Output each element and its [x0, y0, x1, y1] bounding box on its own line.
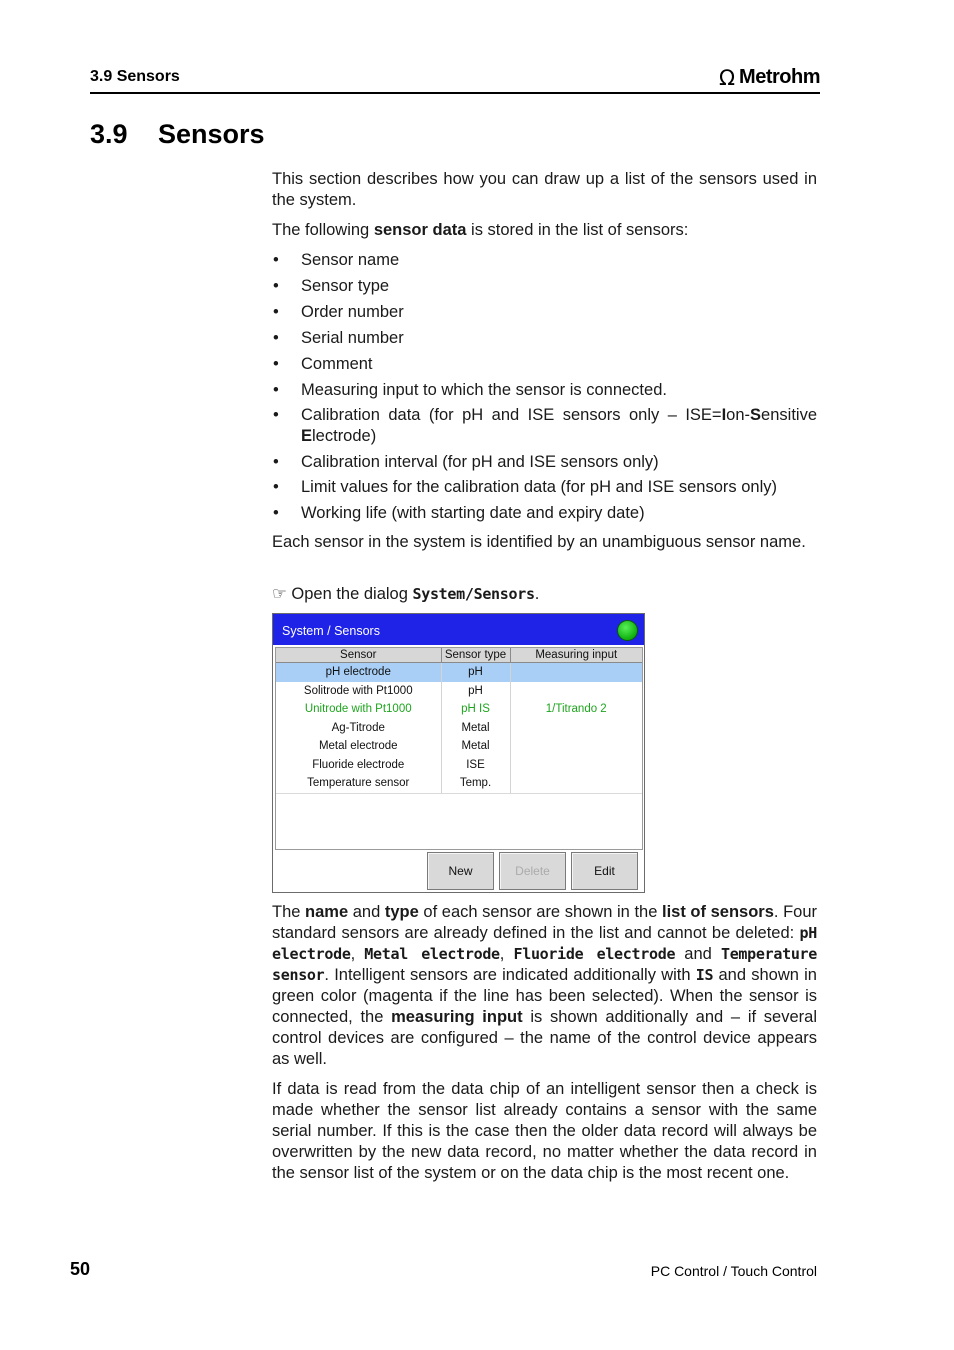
- sensor-name: Metal electrode: [364, 945, 500, 963]
- delete-button[interactable]: Delete: [499, 852, 566, 890]
- status-led-icon: [617, 620, 638, 641]
- list-item: • Measuring input to which the sensor is connected.: [272, 380, 817, 401]
- emphasis: E: [301, 427, 313, 445]
- emphasis: name: [305, 903, 349, 921]
- table-header-row: [276, 648, 642, 663]
- text: lectrode): [312, 427, 377, 445]
- cell-sensor: Metal electrode: [276, 737, 441, 756]
- cell-type: pH IS: [441, 700, 510, 719]
- list-item: • Limit values for the calibration data (for pH and ISE sensors only): [272, 477, 817, 498]
- list-item: • Sensor type: [272, 276, 817, 297]
- emphasis: S: [750, 406, 762, 424]
- text: The: [272, 903, 306, 921]
- sensor-name: pH electrode: [272, 924, 817, 963]
- text: Open the dialog: [291, 585, 413, 603]
- text: .: [534, 585, 540, 603]
- sensors-dialog: [272, 613, 645, 893]
- emphasis: list of sensors: [661, 903, 774, 921]
- list-item: • Calibration interval (for pH and ISE sensors only): [272, 452, 817, 473]
- cell-input: [510, 756, 642, 775]
- cell-type: Metal: [441, 719, 510, 738]
- cell-sensor: Unitrode with Pt1000: [276, 700, 441, 719]
- sensor-name: Fluoride electrode: [513, 945, 676, 963]
- sensor-table-frame: [275, 647, 643, 850]
- table-row[interactable]: [276, 756, 642, 775]
- sensor-data-line: [272, 220, 817, 241]
- text: The following: [272, 221, 374, 239]
- table-row[interactable]: [276, 737, 642, 756]
- sensor-data-list: [272, 250, 817, 524]
- pointing-hand-icon: ☞: [272, 585, 287, 603]
- data-chip-paragraph: If data is read from the data chip of an intelligent sensor then a check is made whether the sensor list already contains a sensor with the same serial number. If this is the case then the older data record will always be overwritten by the new data record, no matter whether the data record in the sensor list of the system or on the data chip is the most recent one.: [272, 1080, 817, 1182]
- footer-product: PC Control / Touch Control: [650, 1263, 817, 1279]
- cell-type: pH: [441, 682, 510, 701]
- table-row[interactable]: [276, 682, 642, 701]
- table-row[interactable]: [276, 774, 642, 793]
- column-header-sensor-type[interactable]: Sensor type: [441, 648, 510, 663]
- text: ensitive: [761, 406, 817, 424]
- brand-name: Metrohm: [739, 66, 820, 88]
- text: ,: [499, 945, 514, 963]
- list-item: [272, 405, 817, 447]
- intro-paragraph: This section describes how you can draw up a list of the sensors used in the system.: [272, 170, 817, 209]
- table-row[interactable]: [276, 663, 642, 682]
- cell-sensor: pH electrode: [276, 663, 441, 682]
- text: on-: [726, 406, 751, 424]
- table-row[interactable]: [276, 700, 642, 719]
- column-header-measuring-input[interactable]: Measuring input: [510, 648, 642, 663]
- list-item: • Comment: [272, 354, 817, 375]
- column-header-sensor[interactable]: Sensor: [276, 648, 441, 663]
- dialog-titlebar: [273, 614, 644, 645]
- text: is shown additionally and – if several control devices are configured – the name of the control device appears as well.: [272, 1008, 817, 1068]
- text: of each sensor are shown in the: [418, 903, 662, 921]
- sensor-name: Temperature sensor: [272, 945, 818, 984]
- edit-button[interactable]: Edit: [571, 852, 638, 890]
- table-row[interactable]: [276, 719, 642, 738]
- cell-sensor: Fluoride electrode: [276, 756, 441, 775]
- dialog-title: System / Sensors: [282, 624, 380, 638]
- text: ,: [350, 945, 365, 963]
- list-item: • Sensor name: [272, 250, 817, 271]
- new-button[interactable]: New: [427, 852, 494, 890]
- cell-sensor: Temperature sensor: [276, 774, 441, 793]
- running-header: [90, 66, 820, 94]
- cell-sensor: Ag-Titrode: [276, 719, 441, 738]
- text: . Intelligent sensors are indicated additionally with: [324, 966, 696, 984]
- emphasis: measuring input: [391, 1008, 523, 1026]
- list-item: • Working life (with starting date and expiry date): [272, 503, 817, 524]
- cell-input: [510, 774, 642, 793]
- instruction-line: [272, 584, 817, 605]
- cell-input: [510, 737, 642, 756]
- dialog-name: System/Sensors: [412, 585, 535, 603]
- unique-name-paragraph: Each sensor in the system is identified by an unambiguous sensor name.: [272, 533, 806, 551]
- omega-icon: Ω: [718, 65, 736, 90]
- metrohm-logo: [719, 66, 820, 89]
- section-number: 3.9: [90, 119, 128, 149]
- text: and: [675, 945, 721, 963]
- cell-input: [510, 682, 642, 701]
- section-heading: [90, 119, 265, 150]
- list-item: • Order number: [272, 302, 817, 323]
- is-marker: IS: [695, 966, 714, 984]
- cell-type: ISE: [441, 756, 510, 775]
- cell-input: [510, 719, 642, 738]
- emphasis: I: [721, 406, 727, 424]
- emphasis: type: [384, 903, 419, 921]
- cell-input: [510, 663, 642, 682]
- text: Calibration data (for pH and ISE sensors only – ISE=: [301, 406, 722, 424]
- cell-type: pH: [441, 663, 510, 682]
- emphasis: sensor data: [373, 221, 467, 239]
- section-title: Sensors: [158, 119, 265, 149]
- page-number: 50: [70, 1259, 91, 1279]
- sensor-table: [276, 648, 642, 794]
- name-type-paragraph: [272, 902, 817, 1070]
- cell-input: 1/Titrando 2: [545, 703, 607, 716]
- running-header-section: 3.9 Sensors: [90, 68, 180, 85]
- cell-type: Temp.: [441, 774, 510, 793]
- cell-type: Metal: [441, 737, 510, 756]
- text: and: [348, 903, 385, 921]
- text: . Four standard sensors are already defined in the list and cannot be deleted:: [272, 903, 817, 942]
- cell-sensor: Solitrode with Pt1000: [276, 682, 441, 701]
- text: is stored in the list of sensors:: [466, 221, 689, 239]
- list-item: • Serial number: [272, 328, 817, 349]
- text: and shown in green color (magenta if the line has been selected). When the sensor is connected, the: [272, 966, 817, 1026]
